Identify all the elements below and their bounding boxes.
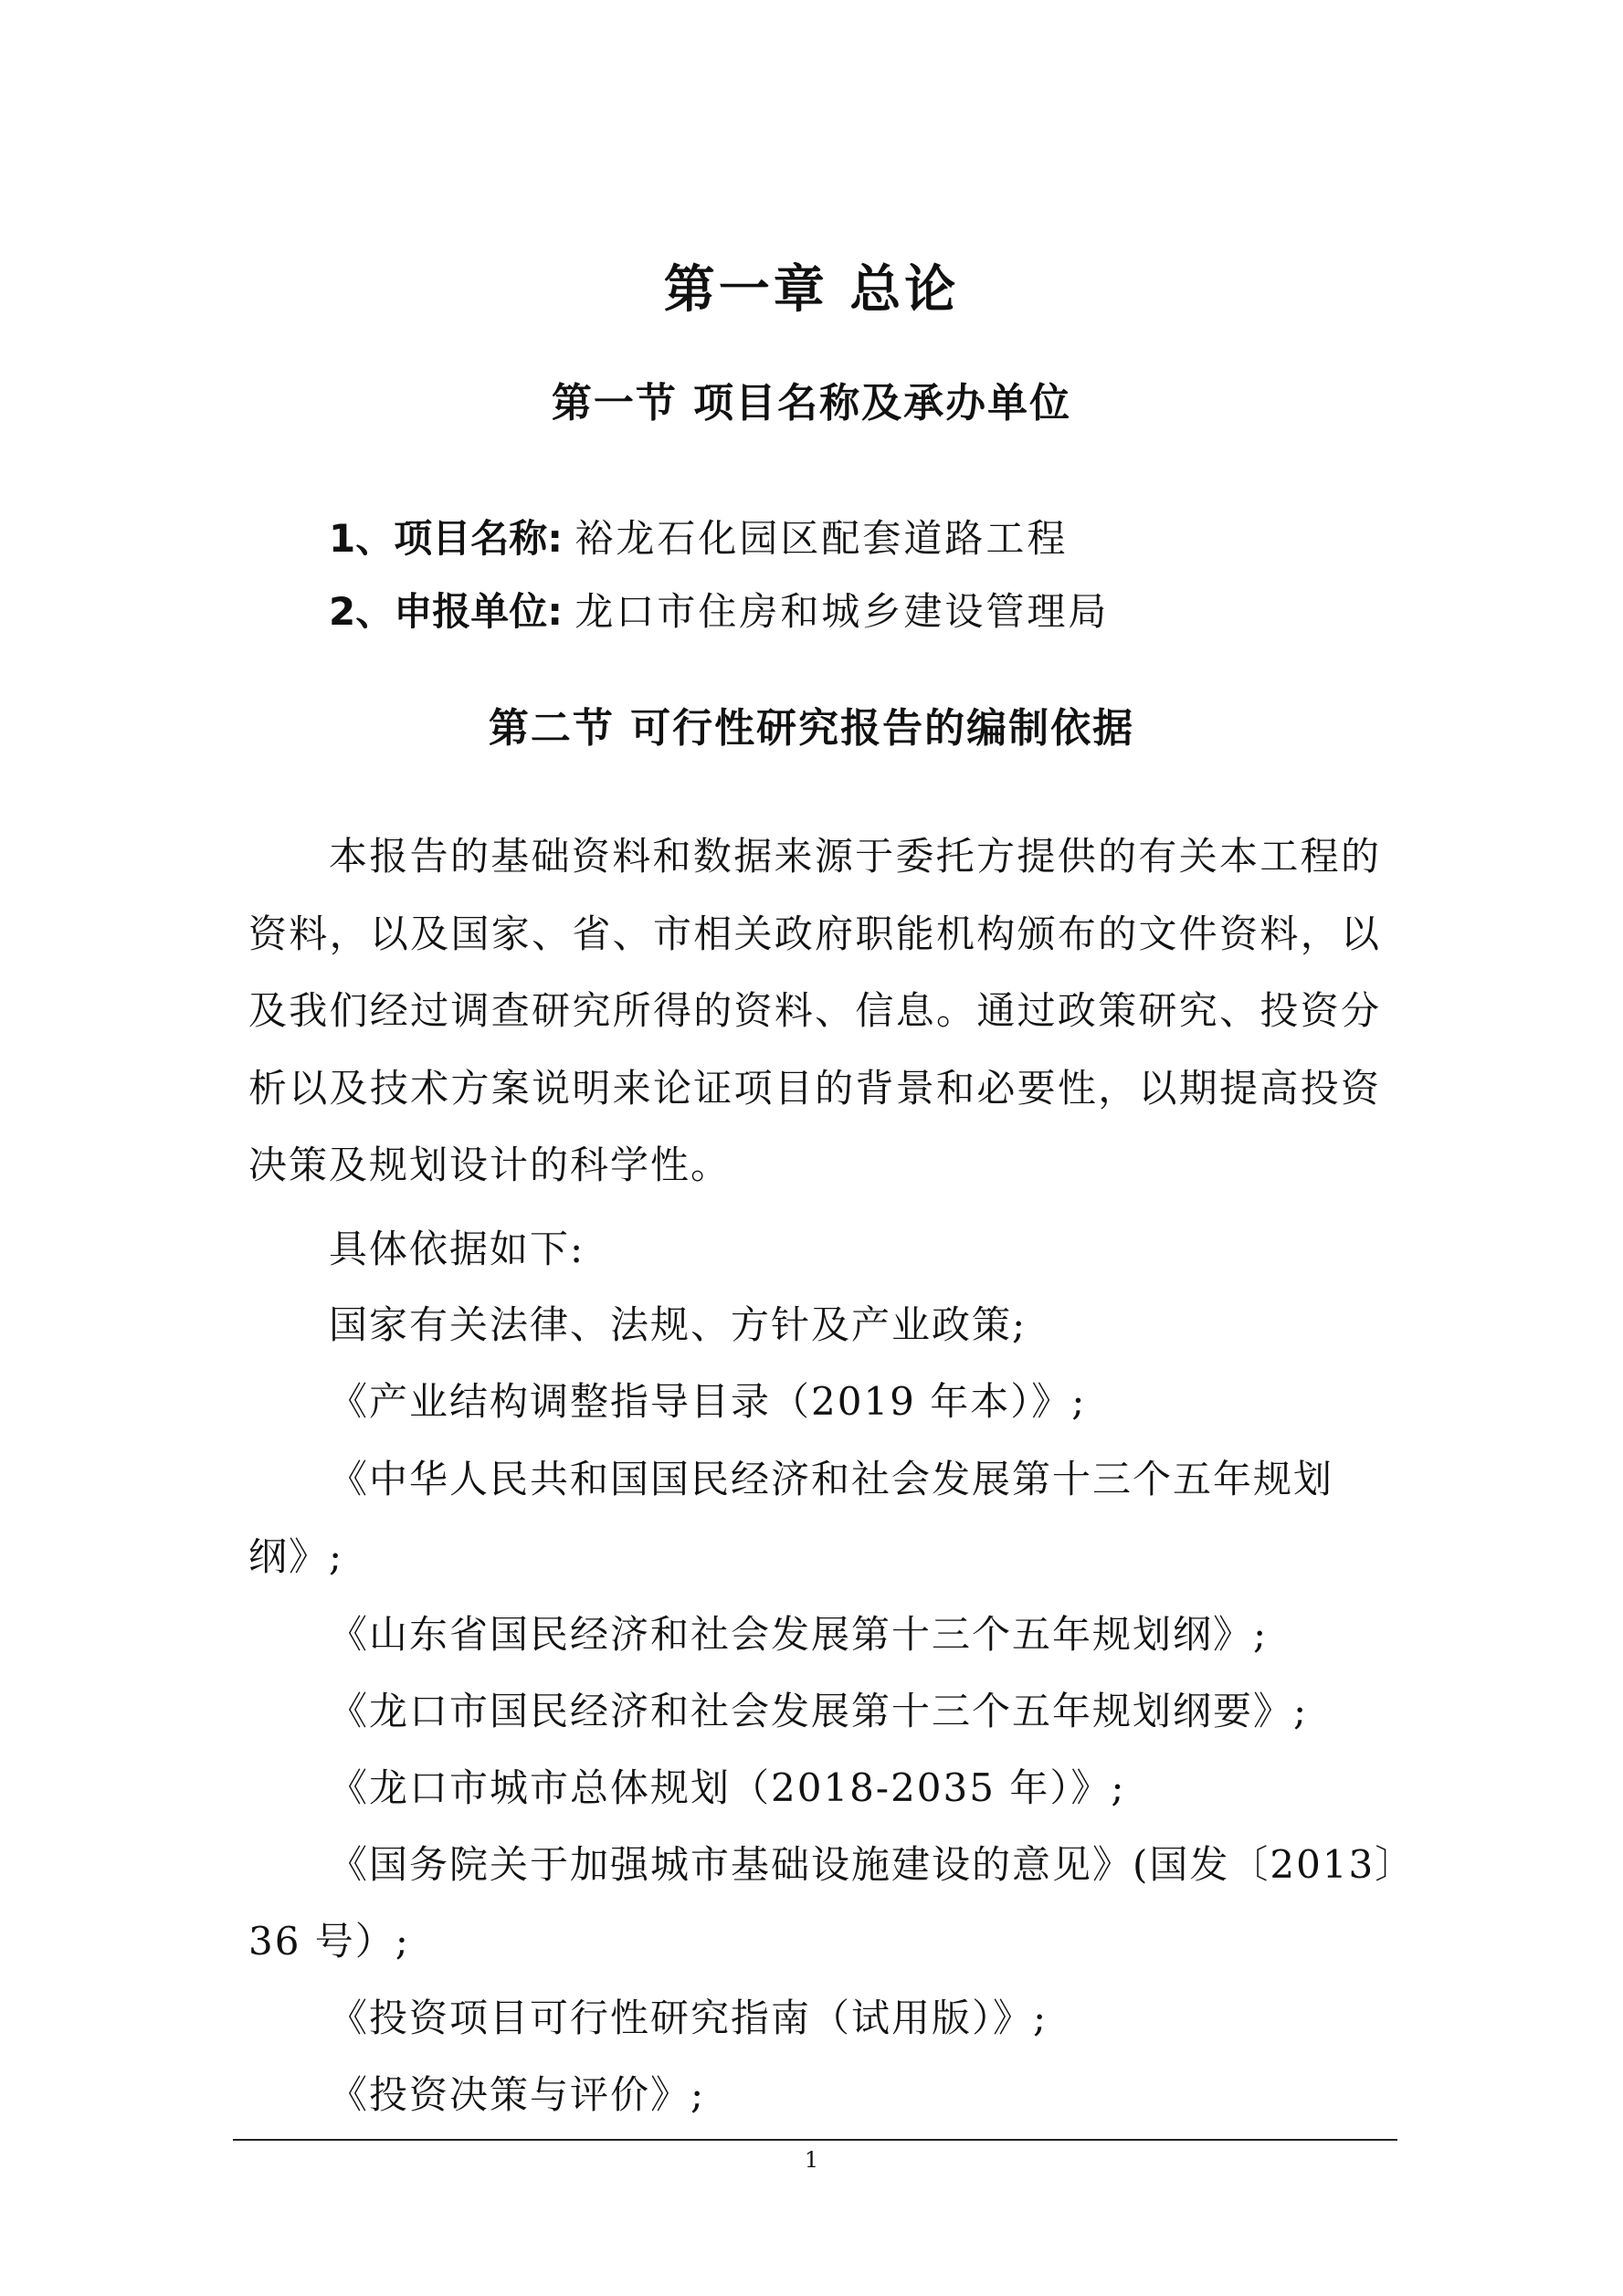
basis-item: 《投资项目可行性研究指南（试用版）》; [329, 1996, 1049, 2040]
basis-item: 《龙口市城市总体规划（2018-2035 年）》; [329, 1765, 1126, 1810]
basis-item-continued: 纲》; [248, 1534, 344, 1579]
applicant-value: 龙口市住房和城乡建设管理局 [574, 589, 1110, 634]
footer-divider [233, 2139, 1397, 2141]
applicant-row [329, 583, 1109, 641]
basis-item-continued: 36 号）; [248, 1919, 410, 1964]
basis-item: 《产业结构调整指导目录（2019 年本）》; [329, 1379, 1087, 1424]
project-name-row [329, 510, 1068, 568]
section-title-2: 第二节 可行性研究报告的编制依据 [488, 705, 1135, 752]
intro-paragraph: 本报告的基础资料和数据来源于委托方提供的有关本工程的资料，以及国家、省、市相关政府职能机构颁布的文件资料，以及我们经过调查研究所得的资料、信息。通过政策研究、投资分析以及技术方案说明来论证项目的背景和必要性，以期提高投资决策及规划设计的科学性。 [248, 834, 1381, 1187]
basis-item: 《中华人民共和国国民经济和社会发展第十三个五年规划 [329, 1457, 1334, 1501]
basis-item: 国家有关法律、法规、方针及产业政策; [329, 1302, 1028, 1347]
basis-heading: 具体依据如下: [329, 1227, 585, 1271]
page-number: 1 [804, 2147, 819, 2173]
section-title-1: 第一节 项目名称及承办单位 [551, 380, 1072, 427]
basis-item: 《国务院关于加强城市基础设施建设的意见》(国发〔2013〕 [329, 1842, 1416, 1887]
applicant-label: 2、申报单位: [329, 589, 564, 634]
chapter-title: 第一章 总论 [663, 260, 960, 320]
basis-item: 《龙口市国民经济和社会发展第十三个五年规划纲要》; [329, 1689, 1309, 1733]
basis-item: 《山东省国民经济和社会发展第十三个五年规划纲》; [329, 1612, 1269, 1657]
project-name-value: 裕龙石化园区配套道路工程 [574, 516, 1069, 561]
basis-item: 《投资决策与评价》; [329, 2072, 706, 2117]
project-name-label: 1、项目名称: [329, 516, 564, 561]
